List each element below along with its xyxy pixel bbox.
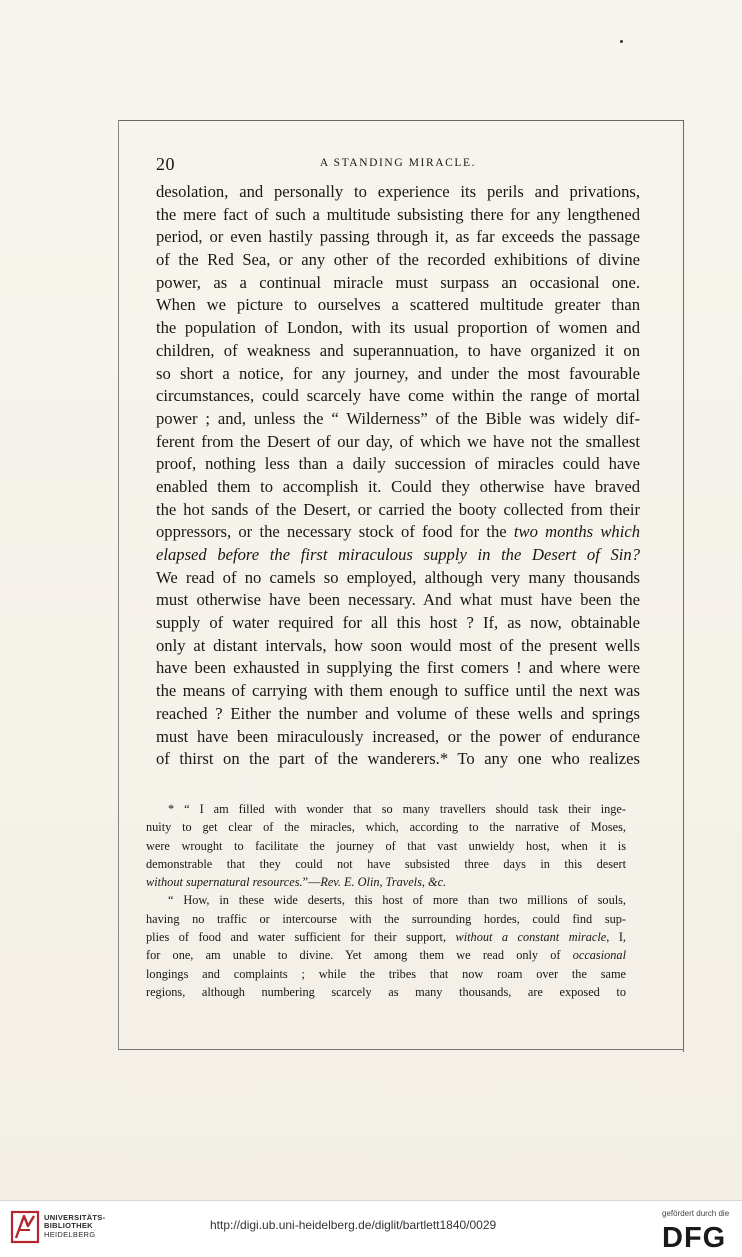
text-line: have been exhausted in supplying the first comers ! and where were [156, 658, 640, 678]
funding-caption: gefördert durch die [662, 1209, 730, 1218]
text-line: the hot sands of the Desert, or carried the booty collected from their [156, 499, 640, 519]
text-line: the means of carrying with them enough to suffice until the next was [156, 681, 640, 701]
footnote-line: “ How, in these wide deserts, this host of more than two millions of souls, [168, 893, 626, 908]
page-edge-bottom [118, 1049, 684, 1050]
italic-text: elapsed before the first miraculous supply in the Desert of Sin? [156, 545, 640, 564]
italic-text: two months which [513, 522, 640, 542]
text-line: period, or even hastily passing through it, as far exceeds the passage [156, 227, 640, 247]
footnote-line: having no traffic or intercourse with the surrounding hordes, could find sup- [146, 911, 626, 926]
university-library-name [44, 1214, 105, 1239]
paper-speck [620, 40, 623, 43]
institution-line: HEIDELBERG [44, 1229, 96, 1239]
text-line: When we picture to ourselves a scattered multitude greater than [156, 295, 640, 315]
footnote-line: nuity to get clear of the miracles, which, according to the narrative of Moses, [146, 820, 626, 835]
footnote-line: regions, although numbering scarcely as many thousands, are exposed to [146, 984, 626, 999]
text-line: children, of weakness and superannuation, to have organized it on [156, 340, 640, 360]
italic-text: Rev. E. Olin, Travels, &c. [320, 875, 447, 890]
institution-line: UNIVERSITÄTS- [44, 1213, 106, 1222]
footnote-line: longings and complaints ; while the tribes that now roam over the same [146, 966, 626, 981]
text-line: desolation, and personally to experience its perils and privations, [156, 182, 640, 201]
text-line: of thirst on the part of the wanderers.* To any one who realizes [156, 749, 640, 769]
text-line: circumstances, could scarcely have come within the range of mortal [156, 386, 640, 406]
text-run: I, [609, 930, 627, 945]
footnote-line: demonstrable that they could not have subsisted three days in this desert [146, 856, 626, 871]
italic-text: without a constant miracle, [455, 930, 610, 945]
text-line [156, 544, 640, 567]
page-number: 20 [156, 154, 175, 174]
italic-text: without supernatural resources. [146, 875, 303, 890]
text-line: enabled them to accomplish it. Could they otherwise have braved [156, 476, 640, 496]
dfg-logo [660, 1222, 734, 1250]
text-line: only at distant intervals, how soon would most of the present wells [156, 635, 640, 655]
running-title: A STANDING MIRACLE. [319, 157, 477, 169]
italic-text: occasional [572, 948, 626, 963]
text-line: power ; and, unless the “ Wilderness” of the Bible was widely dif- [156, 408, 640, 428]
footnote-line [146, 928, 626, 946]
text-run: plies of food and water sufficient for their support, [146, 930, 456, 945]
text-line: reached ? Either the number and volume of these wells and springs [156, 703, 640, 723]
body-text [156, 181, 640, 771]
text-run: oppressors, or the necessary stock of food for the [156, 522, 514, 542]
text-line: the mere fact of such a multitude subsisting there for any lengthened [156, 204, 640, 224]
text-line [156, 521, 640, 544]
text-line: proof, nothing less than a daily succession of miracles could have [156, 454, 640, 474]
text-line: must have been miraculously increased, or the power of endurance [156, 726, 640, 746]
text-line: ferent from the Desert of our day, of which we have not the smallest [156, 431, 640, 451]
text-line: of the Red Sea, or any other of the recorded exhibitions of divine [156, 250, 640, 270]
footnote-line [146, 946, 626, 964]
footnote-line: * “ I am filled with wonder that so many travellers should task their inge- [168, 802, 626, 816]
footnotes [146, 800, 626, 1001]
text-line: supply of water required for all this host ? If, as now, obtainable [156, 613, 640, 633]
page-edge-left [118, 120, 119, 1050]
footnote-line: were wrought to facilitate the journey of that vast unwieldy host, when it is [146, 838, 626, 853]
text-line: must otherwise have been necessary. And what must have been the [156, 590, 640, 610]
permalink-url[interactable]: http://digi.ub.uni-heidelberg.de/diglit/bartlett1840/0029 [210, 1218, 497, 1232]
text-line: We read of no camels so employed, although very many thousands [156, 567, 640, 587]
text-line: so short a notice, for any journey, and under the most favourable [156, 363, 640, 383]
text-run: ”— [302, 875, 321, 890]
page-edge-top [118, 120, 684, 121]
university-library-logo-icon [10, 1210, 40, 1244]
footnote-line [146, 873, 626, 891]
text-line: power, as a continual miracle must surpass an occasional one. [156, 272, 640, 292]
text-run: for one, am unable to divine. Yet among them we read only of [146, 948, 573, 963]
dfg-logo-text: DFG [662, 1222, 727, 1250]
page-edge-right [683, 120, 684, 1052]
institution-line: BIBLIOTHEK [44, 1221, 93, 1231]
text-line: the population of London, with its usual proportion of women and [156, 318, 640, 338]
running-head [156, 154, 640, 176]
